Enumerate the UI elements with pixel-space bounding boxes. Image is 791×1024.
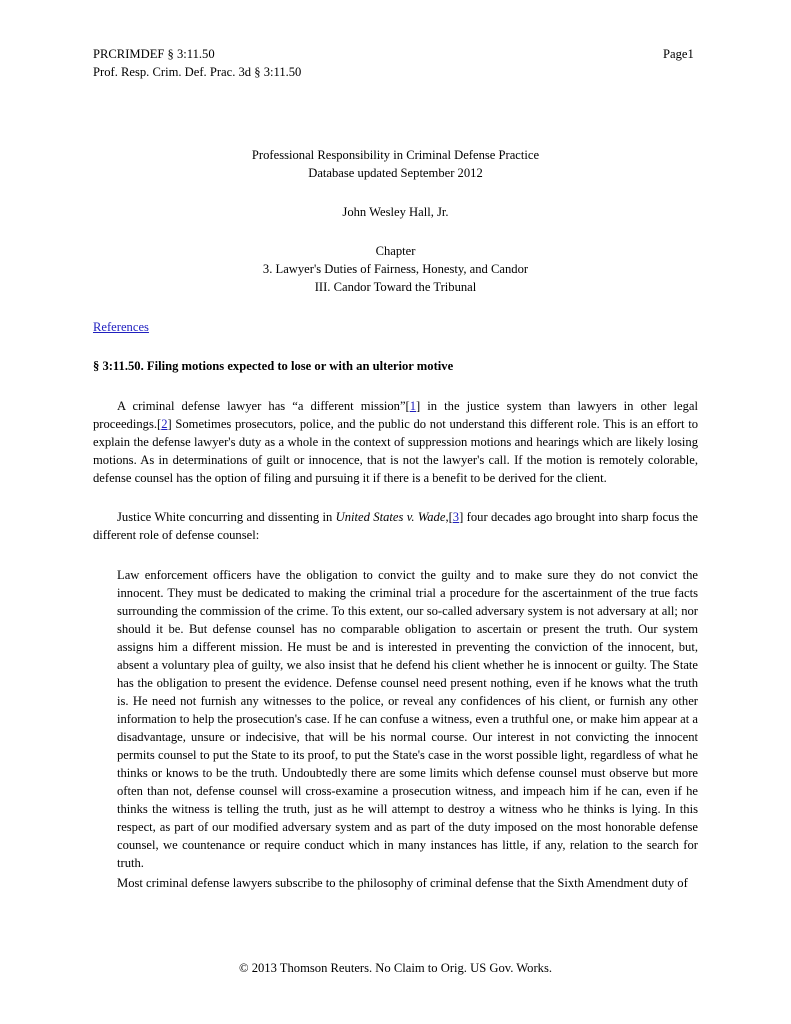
paragraph-1-part-3: ] Sometimes prosecutors, police, and the public do not understand this different role. This is an effort to explain the defense lawyer's duty as a whole in the context of suppression motions and hearings which are likely losing motions. As in determinations of guilt or innocence, that is not the lawyer's call. If the motion is remotely colorable, defense counsel has the option of filing and pursuing it if there is a benefit to be derived for the client. — [93, 417, 698, 485]
work-title-block — [93, 146, 698, 182]
case-name-united-states-v-wade: United States v. Wade — [335, 510, 446, 524]
paragraph-2 — [93, 508, 698, 544]
work-title: Professional Responsibility in Criminal Defense Practice — [251, 148, 540, 162]
paragraph-1-part-1: A criminal defense lawyer has “a different mission”[ — [117, 399, 410, 413]
database-updated: Database updated September 2012 — [308, 166, 483, 180]
paragraph-1-text — [93, 397, 698, 487]
paragraph-2-text — [93, 508, 698, 544]
footnote-link-1[interactable]: 1 — [409, 399, 417, 413]
block-quote — [117, 566, 698, 872]
paragraph-3 — [93, 874, 698, 892]
citation-line-1: PRCRIMDEF § 3:11.50 — [93, 47, 215, 61]
paragraph-1-part-2: ] in the justice system than lawyers in other legal proceedings.[ — [93, 399, 698, 431]
paragraph-2-part-1: Justice White concurring and dissenting in — [117, 510, 336, 524]
page-number: Page1 — [663, 47, 694, 61]
footnote-link-2[interactable]: 2 — [161, 417, 168, 431]
paragraph-3-text: Most criminal defense lawyers subscribe to the philosophy of criminal defense that the Sixth Amendment duty of — [117, 876, 688, 890]
block-quote-text: Law enforcement officers have the obligation to convict the guilty and to make sure they do not convict the innocent. They must be dedicated to making the criminal trial a procedure for the ascertainment of the true facts surrounding the commission of the crime. To this extent, our so-called adversary system is not adversary at all; nor should it be. But defense counsel has no comparable obligation to ascertain or present the truth. Our system assigns him a different mission. He must be and is interested in preventing the conviction of the innocent, but, absent a voluntary plea of guilty, we also insist that he defend his client whether he is innocent or guilty. The State has the obligation to present the evidence. Defense counsel need present nothing, even if he knows what the truth is. He need not furnish any witnesses to the police, or reveal any confidences of his client, or furnish any other information to help the prosecution's case. If he can confuse a witness, even a truthful one, or make him appear at a disadvantage, unsure or indecisive, that will be his normal course. Our interest in not convicting the innocent permits counsel to put the State to its proof, to put the State's case in the worst possible light, regardless of what he thinks or knows to be the truth. Undoubtedly there are some limits which defense counsel must observe but more often than not, defense counsel will cross-examine a prosecution witness, and impeach him if he can, even if he thinks the witness is telling the truth, just as he will attempt to destroy a witness who he thinks is lying. In this respect, as part of our modified adversary system and as part of the duty imposed on the most honorable defense counsel, we countenance or require conduct which in many instances has little, if any, relation to the search for truth. — [117, 568, 698, 870]
copyright-footer: © 2013 Thomson Reuters. No Claim to Orig. US Gov. Works. — [238, 961, 553, 975]
chapter-title: 3. Lawyer's Duties of Fairness, Honesty, and Candor — [262, 262, 529, 276]
section-heading: § 3:11.50. Filing motions expected to lose or with an ulterior motive — [93, 359, 454, 373]
paragraph-2-part-2: ,[ — [445, 510, 453, 524]
paragraph-1 — [93, 397, 698, 487]
paragraph-2-part-3: ] four decades ago brought into sharp focus the different role of defense counsel: — [93, 510, 698, 542]
footnote-link-3[interactable]: 3 — [452, 510, 460, 524]
chapter-block — [93, 242, 698, 296]
subchapter-title: III. Candor Toward the Tribunal — [314, 280, 477, 294]
references-link[interactable]: References — [93, 320, 149, 334]
document-header-citation — [93, 45, 301, 81]
author-name: John Wesley Hall, Jr. — [342, 205, 449, 219]
chapter-label: Chapter — [375, 244, 416, 258]
citation-line-2: Prof. Resp. Crim. Def. Prac. 3d § 3:11.50 — [93, 65, 302, 79]
